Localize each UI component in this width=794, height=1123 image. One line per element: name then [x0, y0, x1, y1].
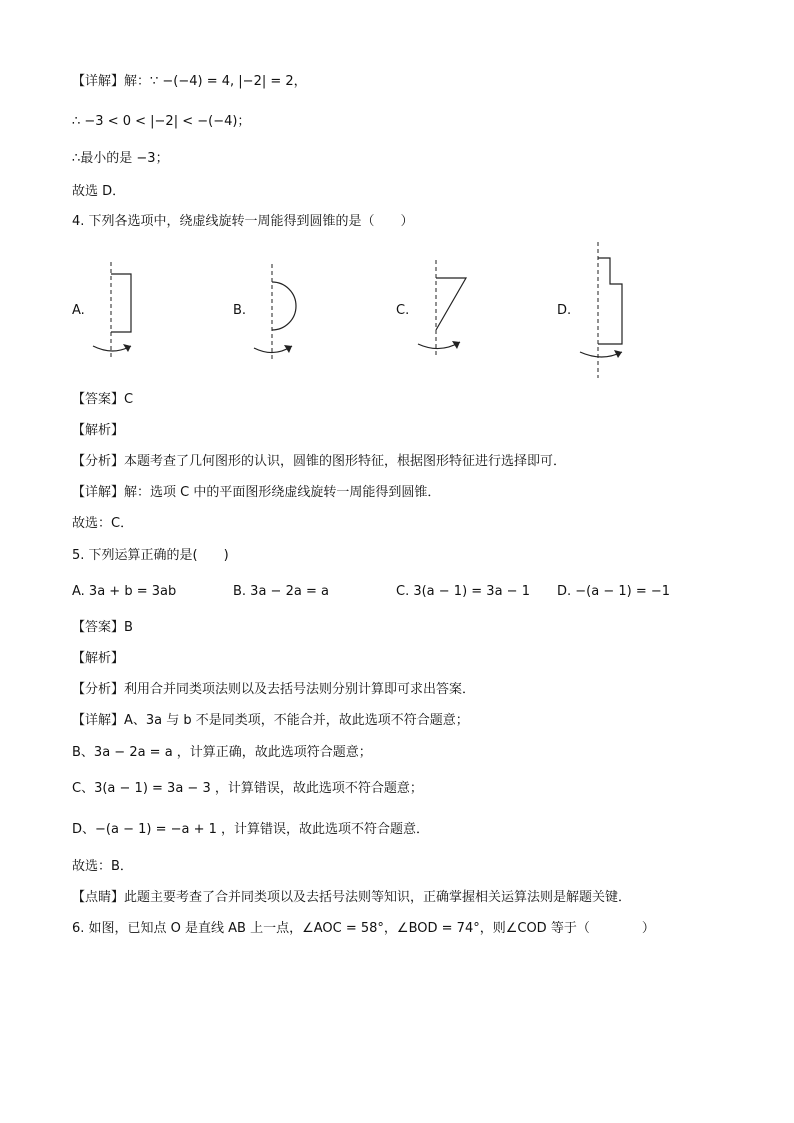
- q4-figure-d: [572, 240, 632, 380]
- q4-detail: 【详解】解：选项 C 中的平面图形绕虚线旋转一周能得到圆锥．: [72, 485, 441, 500]
- q4-option-c-label: C.: [396, 303, 410, 318]
- q5-detail-d: D、−(a − 1) = −a + 1 ，计算错误，故此选项不符合题意．: [72, 822, 430, 837]
- q5-option-c: C. 3(a − 1) = 3a − 1: [396, 584, 530, 599]
- q4-figure-b: [247, 262, 307, 362]
- q5-analysis: 【分析】利用合并同类项法则以及去括号法则分别计算即可求出答案．: [72, 682, 476, 697]
- q5-stem: 5. 下列运算正确的是( ): [72, 548, 229, 563]
- q5-detail-b: B、3a − 2a = a ，计算正确，故此选项符合题意；: [72, 745, 372, 760]
- q4-figure-c: [410, 258, 470, 358]
- q5-detail-c: C、3(a − 1) = 3a − 3 ，计算错误，故此选项不符合题意；: [72, 781, 423, 796]
- detail-line-1: 【详解】解：∵ −(−4) = 4, |−2| = 2，: [72, 74, 307, 89]
- q5-jiexi: 【解析】: [72, 651, 125, 666]
- q5-comment: 【点睛】此题主要考查了合并同类项以及去括号法则等知识，正确掌握相关运算法则是解题关键．: [72, 890, 632, 905]
- detail-line-3: ∴最小的是 −3；: [72, 151, 169, 166]
- q5-option-d: D. −(a − 1) = −1: [557, 584, 671, 599]
- q4-choice: 故选：C．: [72, 516, 134, 531]
- detail-line-4: 故选 D．: [72, 184, 126, 199]
- detail-line-2: ∴ −3 < 0 < |−2| < −(−4)；: [72, 114, 251, 129]
- q5-choice: 故选：B．: [72, 859, 133, 874]
- q5-option-a: A. 3a + b = 3ab: [72, 584, 177, 599]
- q6-stem: 6. 如图，已知点 O 是直线 AB 上一点，∠AOC = 58°，∠BOD = 74°，则∠COD 等于（ ）: [72, 921, 655, 936]
- q4-stem: 4. 下列各选项中，绕虚线旋转一周能得到圆锥的是（ ）: [72, 214, 414, 229]
- q4-analysis: 【分析】本题考查了几何图形的认识，圆锥的图形特征，根据图形特征进行选择即可．: [72, 454, 567, 469]
- q4-jiexi: 【解析】: [72, 423, 125, 438]
- q4-answer: 【答案】C: [72, 392, 134, 407]
- q5-option-b: B. 3a − 2a = a: [233, 584, 329, 599]
- q5-detail-a: 【详解】A、3a 与 b 不是同类项，不能合并，故此选项不符合题意；: [72, 713, 469, 728]
- q4-option-b-label: B.: [233, 303, 247, 318]
- q4-option-a-label: A.: [72, 303, 85, 318]
- q5-answer: 【答案】B: [72, 620, 133, 635]
- q4-option-d-label: D.: [557, 303, 572, 318]
- q4-figure-a: [85, 260, 145, 360]
